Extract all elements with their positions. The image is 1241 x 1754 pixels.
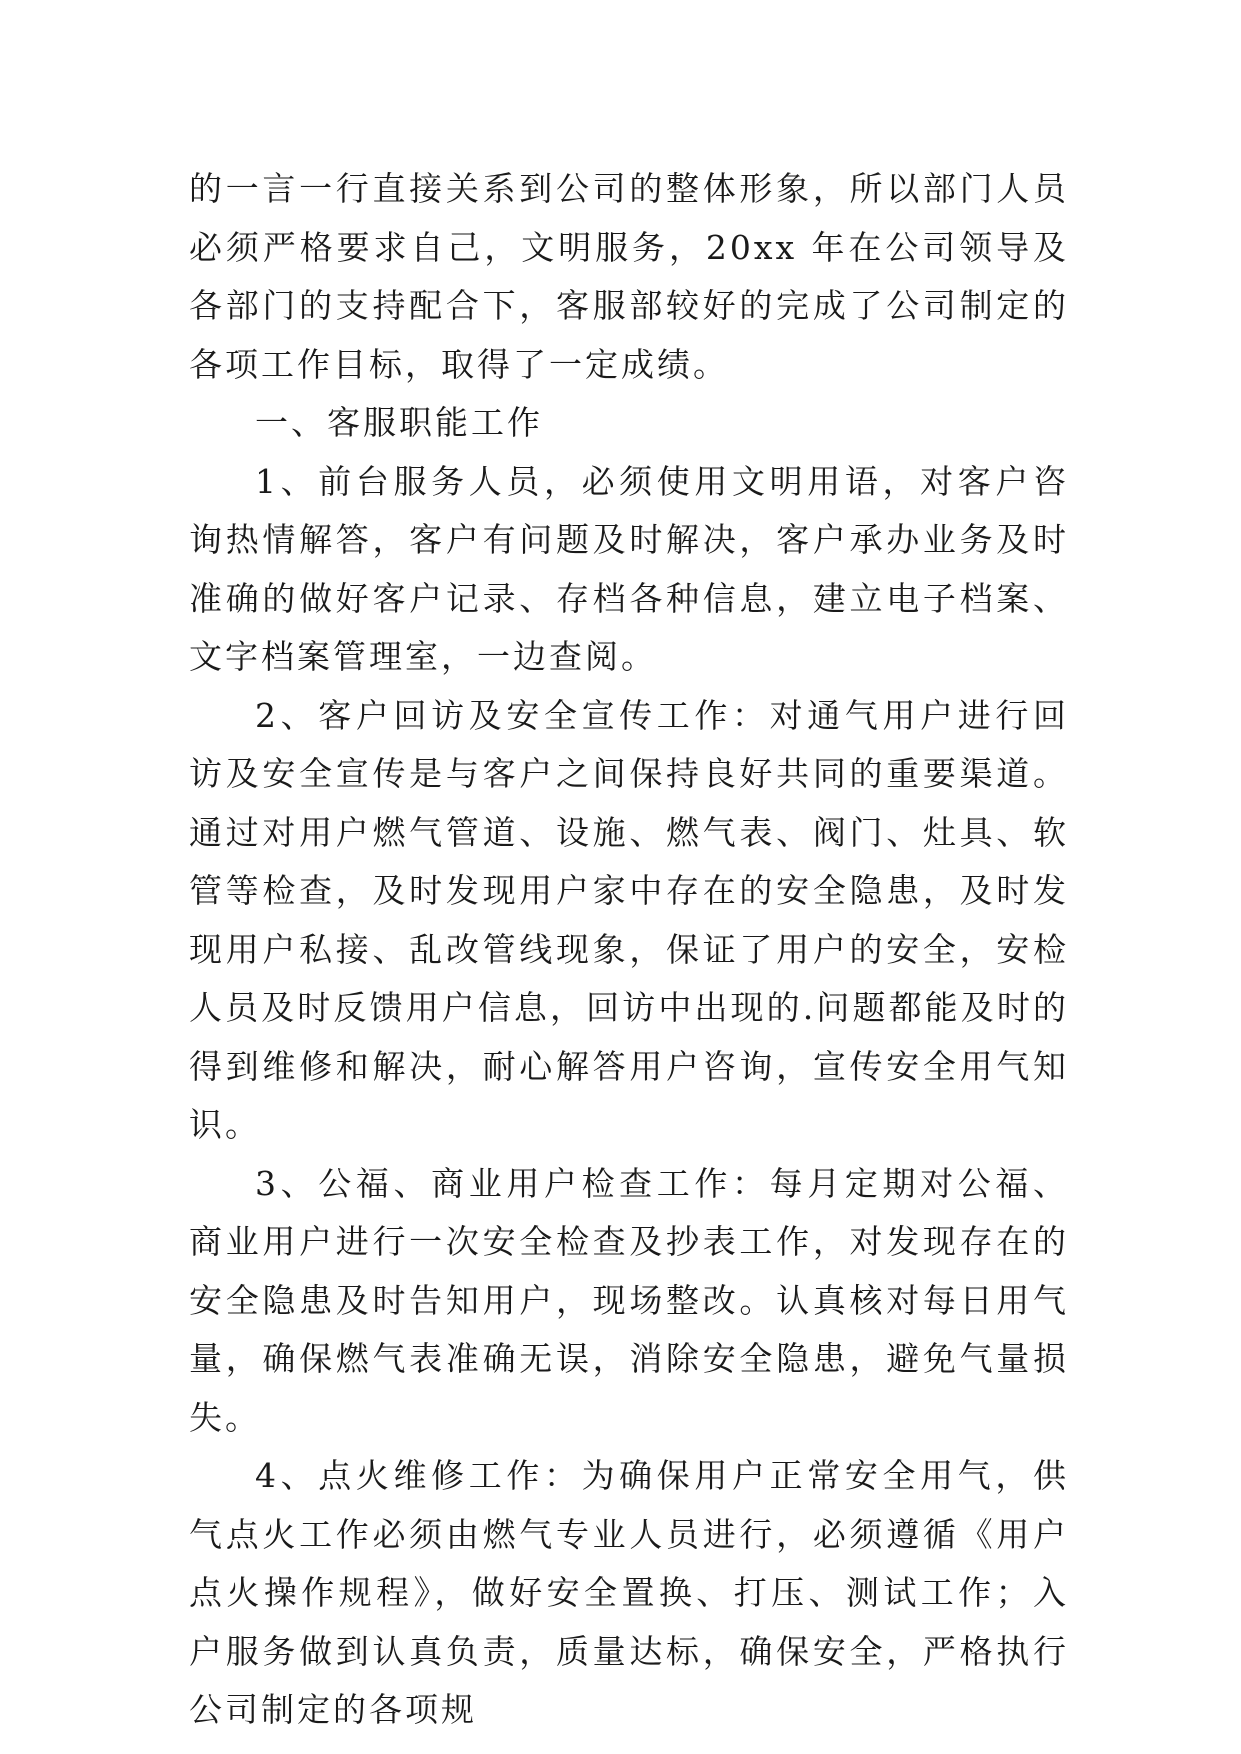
paragraph-item-3: 3、公福、商业用户检查工作：每月定期对公福、商业用户进行一次安全检查及抄表工作，对发现存在的安全隐患及时告知用户，现场整改。认真核对每日用气量，确保燃气表准确无误，消除安全隐患，避免气量损失。 (189, 1163, 1069, 1437)
paragraph-item-4: 4、点火维修工作：为确保用户正常安全用气，供气点火工作必须由燃气专业人员进行，必须遵循《用户点火操作规程》，做好安全置换、打压、测试工作；入户服务做到认真负责，质量达标，确保安全，严格执行公司制定的各项规 (189, 1456, 1069, 1729)
section-heading: 一、客服职能工作 (255, 403, 543, 442)
document-body (189, 160, 1069, 1740)
paragraph-continuation: 的一言一行直接关系到公司的整体形象，所以部门人员必须严格要求自己，文明服务，20xx 年在公司领导及各部门的支持配合下，客服部较好的完成了公司制定的各项工作目标，取得了一定成绩。 (189, 169, 1069, 384)
paragraph-item-2: 2、客户回访及安全宣传工作：对通气用户进行回访及安全宣传是与客户之间保持良好共同的重要渠道。通过对用户燃气管道、设施、燃气表、阀门、灶具、软管等检查，及时发现用户家中存在的安全隐患，及时发现用户私接、乱改管线现象，保证了用户的安全，安检人员及时反馈用户信息，回访中出现的.问题都能及时的得到维修和解决，耐心解答用户咨询，宣传安全用气知识。 (189, 695, 1069, 1144)
paragraph-item-1: 1、前台服务人员，必须使用文明用语，对客户咨询热情解答，客户有问题及时解决，客户承办业务及时准确的做好客户记录、存档各种信息，建立电子档案、文字档案管理室，一边查阅。 (189, 461, 1069, 676)
